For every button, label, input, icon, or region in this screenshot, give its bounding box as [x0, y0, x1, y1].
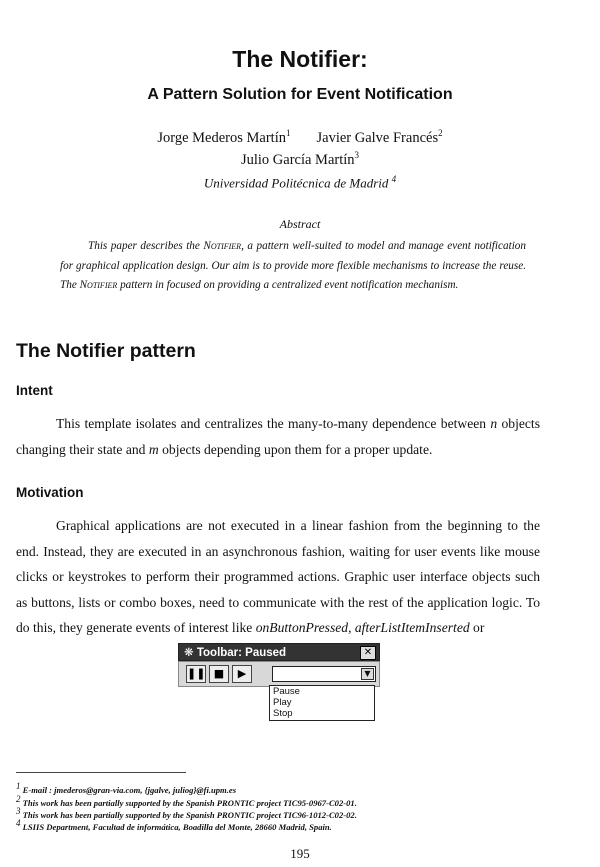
- abstract-body: [60, 237, 526, 296]
- play-icon: ▶: [237, 667, 247, 680]
- affiliation-mark: 4: [391, 174, 397, 184]
- footnote-rule: [16, 772, 186, 773]
- pause-icon: ❚❚: [187, 667, 206, 680]
- footnote: [16, 818, 332, 832]
- author-name: Javier Galve Francés: [316, 129, 439, 146]
- pattern-name: Notifier: [79, 279, 118, 291]
- option-stop[interactable]: Stop: [273, 708, 293, 719]
- footnote-mark: 2: [16, 794, 21, 804]
- motivation-text: or: [469, 620, 485, 635]
- stop-button[interactable]: [209, 665, 229, 683]
- footnote-mark: 1: [16, 781, 21, 791]
- pause-button[interactable]: [186, 665, 206, 683]
- toolbar-titlebar: [178, 643, 380, 661]
- pattern-name: Notifier: [203, 240, 242, 252]
- event-name: onButtonPressed: [255, 620, 349, 635]
- toolbar-body: [178, 661, 380, 687]
- footnote-mark: 3: [16, 806, 21, 816]
- author-mark: 3: [354, 150, 360, 160]
- intent-text: objects depending upon them for a proper update.: [158, 441, 433, 457]
- stop-icon: ■: [213, 667, 225, 680]
- toolbar-title-text: Toolbar: Paused: [196, 647, 287, 659]
- separator: ,: [348, 620, 355, 635]
- intent-var-m: m: [148, 441, 159, 457]
- play-button[interactable]: [232, 665, 252, 683]
- close-icon[interactable]: ✕: [360, 646, 376, 660]
- motivation-paragraph: [16, 513, 540, 641]
- paper-title: The Notifier:: [232, 46, 368, 72]
- footnote-text: This work has been partially supported by the Spanish PRONTIC project TIC95-0967-C02-01.: [22, 797, 357, 808]
- footnote-text: E-mail : jmederos@gran-via.com, {jgalve, juliog}@fi.upm.es: [22, 784, 237, 795]
- author-line-2: [0, 150, 600, 169]
- motivation-text: Graphical applications are not executed in a linear fashion from the beginning to the end. Instead, they are executed in an asynchronous fashion, waiting for user events like mouse clicks or keystrokes to perform their programmed actions. Graphic user interface objects such as buttons, lists or combo boxes, need to communicate with the rest of the application logic. To do this, they generate events of interest like: [16, 518, 540, 635]
- footnote-text: LSIIS Department, Facultad de informática, Boadilla del Monte, 28660 Madrid, Spain.: [22, 821, 332, 832]
- page-number: 195: [290, 846, 310, 861]
- affiliation-text: Universidad Politécnica de Madrid: [203, 175, 389, 191]
- intent-paragraph: [16, 411, 540, 462]
- event-name: afterListItemInserted: [354, 620, 470, 635]
- abstract-text: pattern in focused on providing a centralized event notification mechanism.: [117, 279, 459, 291]
- option-pause[interactable]: Pause: [273, 686, 300, 697]
- toolbar-title: [184, 645, 286, 659]
- intent-text: objects changing their state and: [16, 416, 540, 457]
- footnote-mark: 4: [16, 818, 21, 828]
- combo-dropdown: [269, 685, 375, 721]
- affiliation: [0, 174, 600, 191]
- settings-icon: ❋: [184, 647, 194, 659]
- intent-heading: Intent: [16, 383, 53, 398]
- footnote-text: This work has been partially supported by the Spanish PRONTIC project TIC96-1012-C02-02.: [22, 809, 357, 820]
- author-name: Jorge Mederos Martín: [157, 129, 286, 146]
- author-name: Julio García Martín: [240, 151, 355, 168]
- motivation-heading: Motivation: [16, 485, 84, 500]
- section-heading: The Notifier pattern: [16, 340, 196, 362]
- footnote: [16, 781, 236, 795]
- chevron-down-icon[interactable]: ▼: [361, 668, 374, 680]
- author-mark: 1: [286, 128, 291, 138]
- abstract-text: This paper describes the: [88, 240, 204, 252]
- option-play[interactable]: Play: [273, 697, 292, 708]
- author-mark: 2: [438, 128, 443, 138]
- abstract-text: , a pattern well-suited to model and manage event notification for graphical application design. Our aim is to provide more flexible mechanisms to increase the reuse. The: [60, 240, 526, 291]
- intent-var-n: n: [490, 416, 498, 431]
- state-combo[interactable]: [272, 666, 376, 682]
- abstract-heading: Abstract: [279, 217, 321, 231]
- author-line-1: [0, 128, 600, 147]
- paper-subtitle: A Pattern Solution for Event Notification: [147, 86, 453, 103]
- intent-text: This template isolates and centralizes the many-to-many dependence between: [56, 416, 491, 431]
